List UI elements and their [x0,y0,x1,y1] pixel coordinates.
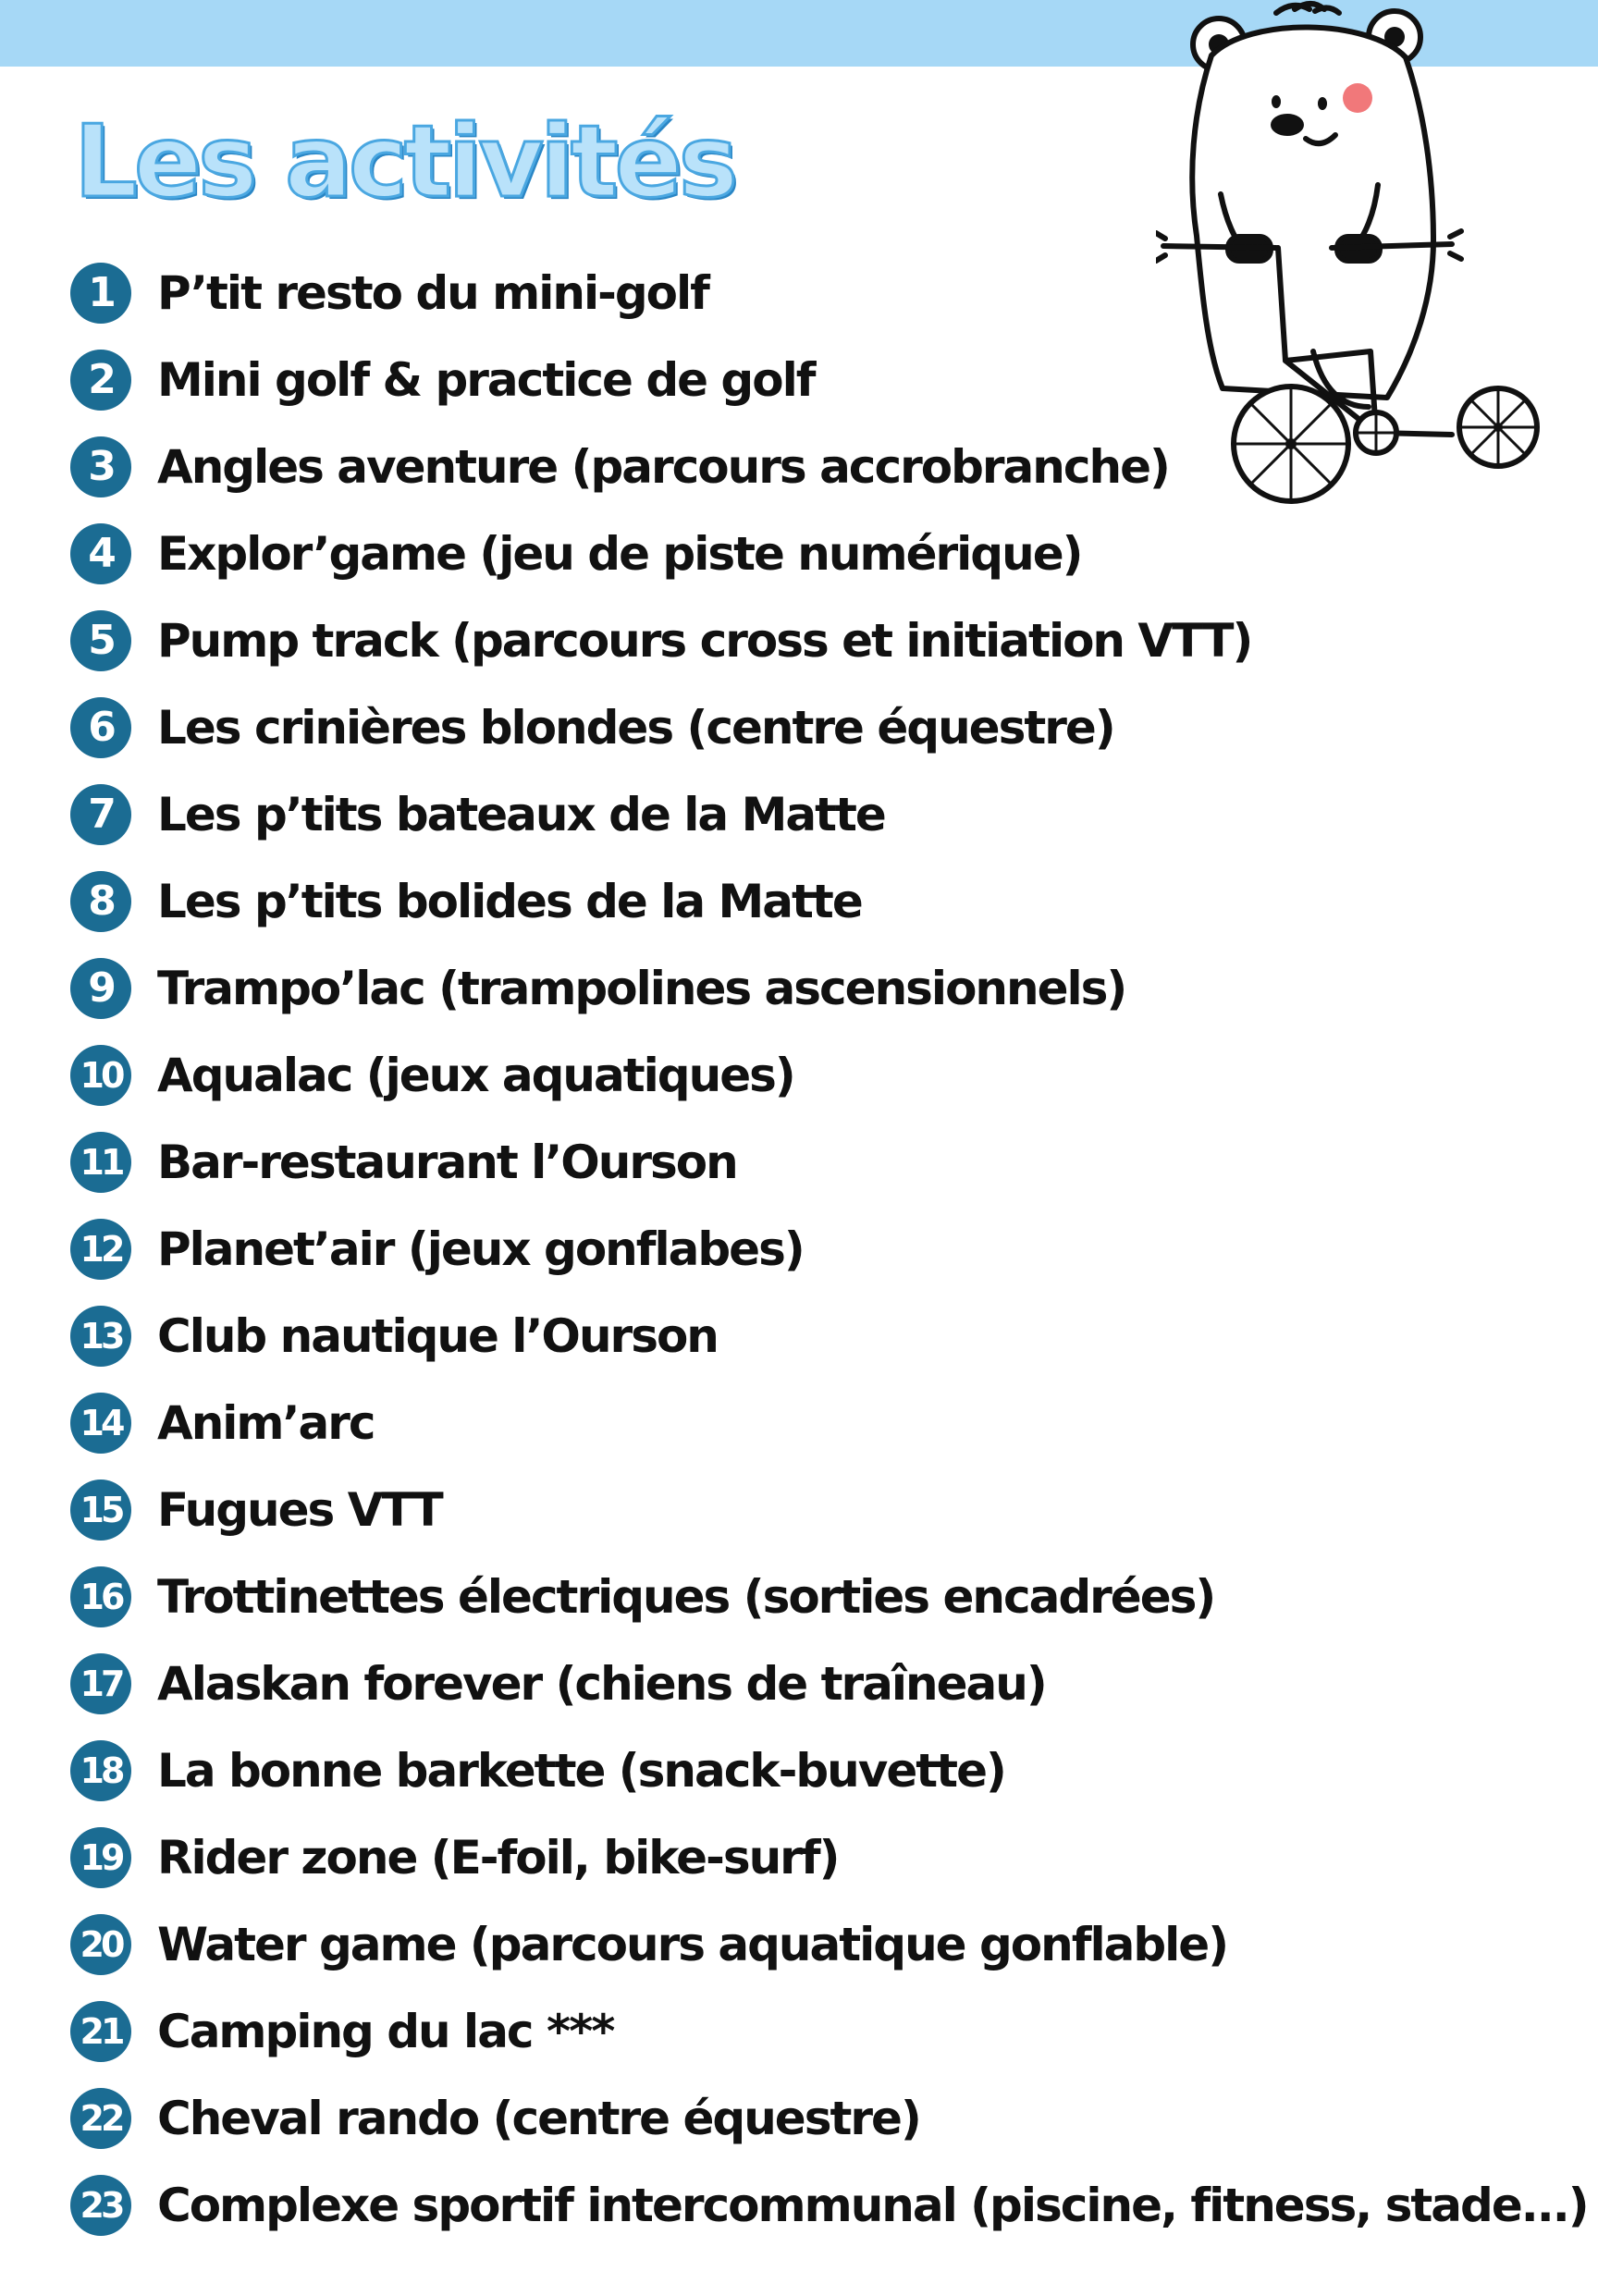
list-item [70,2162,1588,2249]
number-badge: 21 [70,2001,131,2062]
list-item [70,1119,1588,1206]
number-badge: 4 [70,523,131,584]
list-item [70,1727,1588,1814]
activity-label: Pump track (parcours cross et initiation VTT) [157,614,1252,668]
activity-label: Camping du lac *** [157,2005,614,2058]
activity-label: Fugues VTT [157,1483,442,1537]
number-badge: 3 [70,436,131,497]
number-badge: 12 [70,1219,131,1280]
number-badge: 20 [70,1914,131,1975]
activity-label: Rider zone (E-foil, bike-surf) [157,1831,839,1885]
activity-label: Alaskan forever (chiens de traîneau) [157,1657,1046,1711]
activity-label: Bar-restaurant l’Ourson [157,1136,737,1189]
list-item [70,1988,1588,2075]
list-item [70,1032,1588,1119]
number-badge: 9 [70,958,131,1019]
activity-label: P’tit resto du mini-golf [157,266,708,320]
list-item [70,1640,1588,1727]
activity-list [70,250,1588,2249]
number-badge: 6 [70,697,131,758]
list-item [70,250,1588,337]
list-item [70,510,1588,597]
activity-label: Explor’game (jeu de piste numérique) [157,527,1082,581]
number-badge: 22 [70,2088,131,2149]
number-badge: 15 [70,1480,131,1541]
list-item [70,771,1588,858]
number-badge: 7 [70,784,131,845]
activity-label: Trampo’lac (trampolines ascensionnels) [157,962,1126,1015]
activity-label: La bonne barkette (snack-buvette) [157,1744,1005,1798]
list-item [70,337,1588,424]
list-item [70,1467,1588,1553]
number-badge: 2 [70,350,131,411]
list-item [70,945,1588,1032]
number-badge: 19 [70,1827,131,1888]
activity-label: Planet’air (jeux gonflabes) [157,1222,804,1276]
list-item [70,424,1588,510]
list-item [70,1553,1588,1640]
activity-label: Angles aventure (parcours accrobranche) [157,440,1169,494]
activity-label: Club nautique l’Ourson [157,1309,718,1363]
number-badge: 14 [70,1393,131,1454]
list-item [70,1206,1588,1293]
list-item [70,597,1588,684]
activity-label: Les crinières blondes (centre équestre) [157,701,1114,755]
list-item [70,1293,1588,1380]
activity-label: Anim’arc [157,1396,375,1450]
number-badge: 16 [70,1566,131,1627]
number-badge: 10 [70,1045,131,1106]
activity-label: Les p’tits bolides de la Matte [157,875,862,928]
list-item [70,2075,1588,2162]
number-badge: 5 [70,610,131,671]
activity-label: Les p’tits bateaux de la Matte [157,788,885,841]
number-badge: 17 [70,1653,131,1714]
number-badge: 1 [70,263,131,324]
list-item [70,1380,1588,1467]
activity-label: Complexe sportif intercommunal (piscine, fitness, stade...) [157,2179,1588,2232]
number-badge: 11 [70,1132,131,1193]
number-badge: 13 [70,1306,131,1367]
number-badge: 23 [70,2175,131,2236]
activity-label: Cheval rando (centre équestre) [157,2092,920,2145]
list-item [70,684,1588,771]
number-badge: 18 [70,1740,131,1801]
activity-label: Aqualac (jeux aquatiques) [157,1049,794,1102]
activity-label: Water game (parcours aquatique gonflable) [157,1918,1228,1971]
number-badge: 8 [70,871,131,932]
activity-label: Trottinettes électriques (sorties encadrées) [157,1570,1215,1624]
list-item [70,1901,1588,1988]
list-item [70,858,1588,945]
list-item [70,1814,1588,1901]
activity-label: Mini golf & practice de golf [157,353,815,407]
page-title: Les activités [74,104,735,220]
